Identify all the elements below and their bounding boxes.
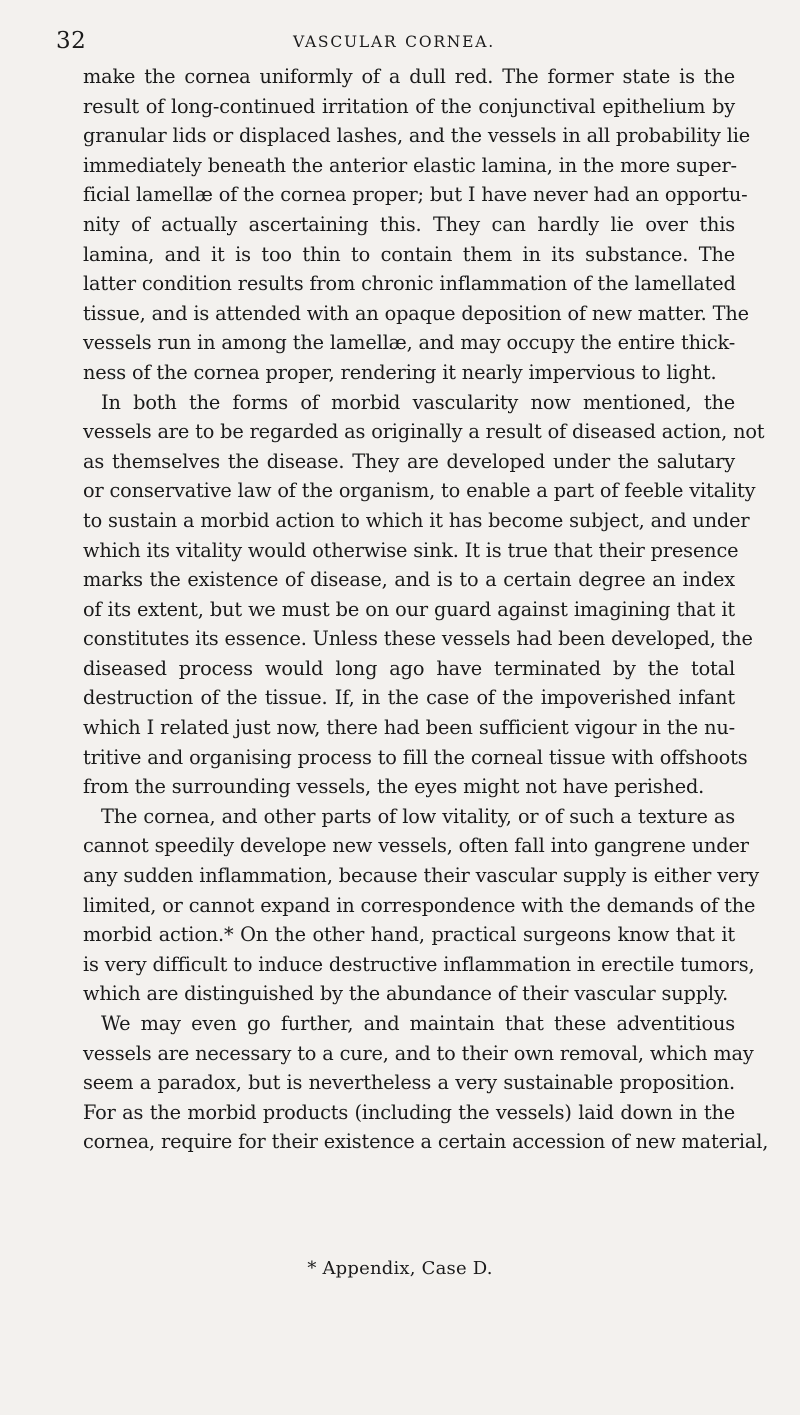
text-line: latter condition results from chronic inflammation of the lamellated	[83, 272, 736, 296]
text-line: which are distinguished by the abundance of their vascular supply.	[83, 982, 729, 1006]
text-line: morbid action.* On the other hand, practical surgeons know that it	[83, 923, 735, 947]
text-line: For as the morbid products (including the vessels) laid down in the	[83, 1100, 735, 1124]
text-line: We may even go further, and maintain that these adventitious	[101, 1012, 735, 1035]
text-line: which I related just now, there had been sufficient vigour in the nu-	[83, 716, 735, 740]
text-line: make the cornea uniformly of a dull red. The former state is the	[83, 65, 735, 88]
text-line: of its extent, but we must be on our guard against imagining that it	[83, 597, 735, 621]
text-line: or conservative law of the organism, to enable a part of feeble vitality	[83, 479, 756, 503]
footnote: * Appendix, Case D.	[307, 1258, 493, 1279]
text-line: ficial lamellæ of the cornea proper; but I have never had an opportu-	[83, 183, 748, 207]
text-line: ness of the cornea proper, rendering it nearly impervious to light.	[83, 360, 717, 384]
text-line: which its vitality would otherwise sink. It is true that their presence	[83, 538, 739, 562]
text-line: any sudden inflammation, because their vascular supply is either very	[83, 864, 759, 888]
text-line: destruction of the tissue. If, in the case of the impoverished infant	[83, 686, 735, 710]
text-line: to sustain a morbid action to which it has become subject, and under	[83, 508, 750, 532]
text-line: from the surrounding vessels, the eyes might not have perished.	[83, 775, 705, 799]
text-line: constitutes its essence. Unless these vessels had been developed, the	[83, 627, 753, 651]
text-line: marks the existence of disease, and is to a certain degree an index	[83, 568, 735, 592]
text-line: immediately beneath the anterior elastic lamina, in the more super-	[83, 153, 737, 177]
text-line: granular lids or displaced lashes, and the vessels in all probability lie	[83, 124, 751, 148]
text-line: nity of actually ascertaining this. They can hardly lie over this	[83, 212, 735, 236]
text-line: vessels are necessary to a cure, and to their own removal, which may	[83, 1041, 754, 1065]
text-line: The cornea, and other parts of low vitality, or of such a texture as	[101, 804, 735, 828]
text-line: cornea, require for their existence a certain accession of new material,	[83, 1130, 769, 1154]
text-line: cannot speedily develope new vessels, often fall into gangrene under	[83, 834, 749, 858]
text-line: vessels run in among the lamellæ, and may occupy the entire thick-	[83, 331, 736, 355]
text-line: In both the forms of morbid vascularity now mentioned, the	[101, 390, 735, 414]
text-line: limited, or cannot expand in correspondence with the demands of the	[83, 893, 756, 917]
text-line: is very difficult to induce destructive inflammation in erectile tumors,	[83, 952, 755, 976]
text-line: result of long-continued irritation of the conjunctival epithelium by	[83, 94, 735, 118]
body-text	[83, 62, 769, 1157]
text-line: tissue, and is attended with an opaque deposition of new matter. The	[83, 301, 749, 325]
text-line: vessels are to be regarded as originally a result of diseased action, not	[83, 420, 765, 444]
text-line: lamina, and it is too thin to contain them in its substance. The	[83, 242, 735, 266]
text-line: seem a paradox, but is nevertheless a very sustainable proposition.	[83, 1071, 735, 1095]
page-header	[56, 20, 732, 60]
running-head: VASCULAR CORNEA.	[293, 33, 495, 51]
page-number: 32	[56, 28, 87, 54]
text-line: diseased process would long ago have terminated by the total	[83, 656, 735, 680]
text-line: as themselves the disease. They are developed under the salutary	[83, 449, 735, 473]
text-line: tritive and organising process to fill the corneal tissue with offshoots	[83, 745, 748, 769]
